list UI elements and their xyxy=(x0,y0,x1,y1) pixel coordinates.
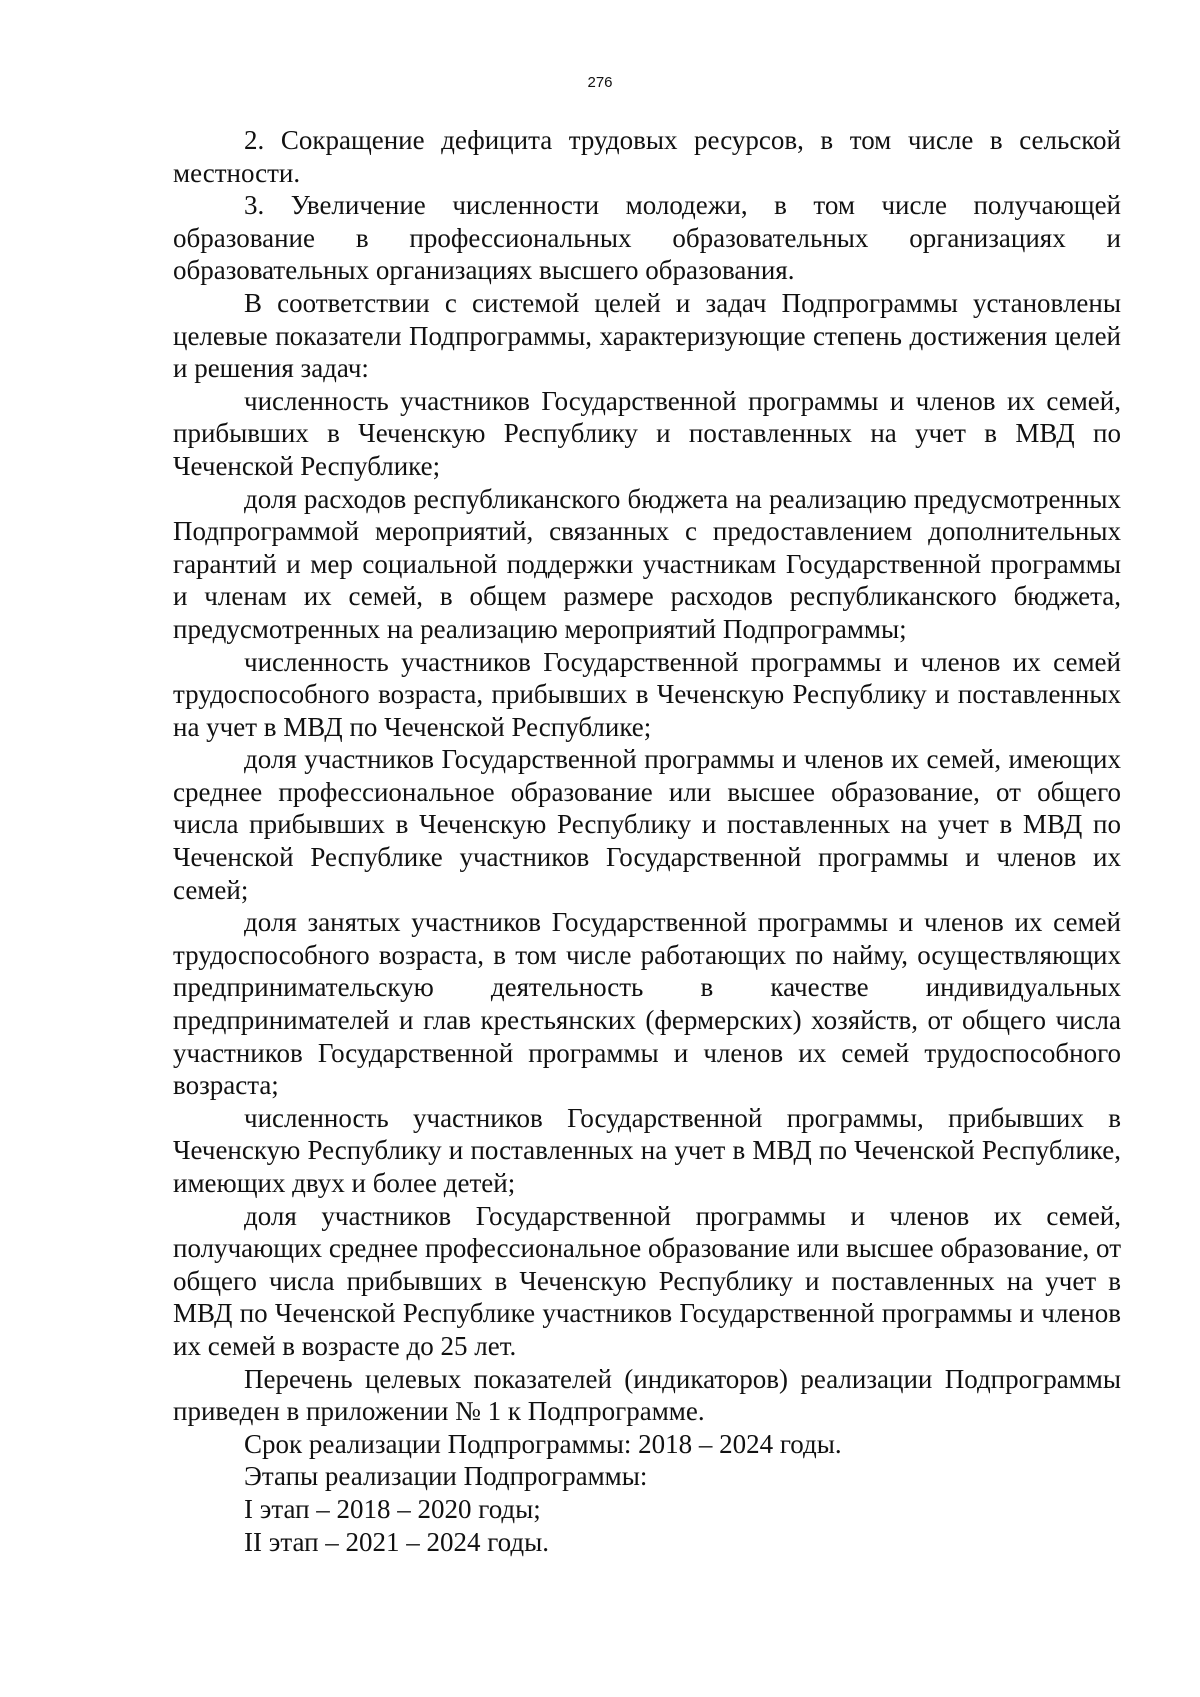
document-body xyxy=(173,124,1121,1558)
paragraph-reduce-labor-deficit: 2. Сокращение дефицита трудовых ресурсов, в том числе в сельской местности. xyxy=(173,125,1121,188)
paragraph-increase-youth: 3. Увеличение численности молодежи, в том числе получающей образование в профессиональных образовательных организациях и образовательных организациях высшего образования. xyxy=(173,190,1121,286)
indicator-working-age-count: численность участников Государственной программы и членов их семей трудоспособного возраста, прибывших в Чеченскую Республику и поставленных на учет в МВД по Чеченской Республике; xyxy=(173,646,1121,742)
indicator-employed-share: доля занятых участников Государственной программы и членов их семей трудоспособного возраста, в том числе работающих по найму, осуществляющих предпринимательскую деятельность в качестве индивидуальных предпринимателей и глав крестьянских (фермерских) хозяйств, от общего числа участников Государственной программы и членов их семей трудоспособного возраста; xyxy=(173,907,1121,1101)
paragraph-indicator-list-reference: Перечень целевых показателей (индикаторов) реализации Подпрограммы приведен в приложении № 1 к Подпрограмме. xyxy=(173,1363,1121,1427)
indicator-educated-share: доля участников Государственной программы и членов их семей, имеющих среднее профессиональное образование или высшее образование, от общего числа прибывших в Чеченскую Республику и поставленных на учет в МВД по Чеченской Республике участников Государственной программы и членов их семей; xyxy=(173,744,1121,905)
indicator-participants-count: численность участников Государственной программы и членов их семей, прибывших в Чеченскую Республику и поставленных на учет в МВД по Чеченской Республике; xyxy=(173,385,1121,481)
paragraph-implementation-period: Срок реализации Подпрограммы: 2018 – 2024 годы. xyxy=(244,1428,842,1459)
indicator-budget-expense-share: доля расходов республиканского бюджета на реализацию предусмотренных Подпрограммой мероприятий, связанных с предоставлением дополнительных гарантий и мер социальной поддержки участникам Государственной программы и членам их семей, в общем размере расходов республиканского бюджета, предусмотренных на реализацию мероприятий Подпрограммы; xyxy=(173,483,1121,644)
indicator-multichild-count: численность участников Государственной программы, прибывших в Чеченскую Республику и поставленных на учет в МВД по Чеченской Республике, имеющих двух и более детей; xyxy=(173,1102,1121,1198)
paragraph-stage-one: I этап – 2018 – 2020 годы; xyxy=(244,1493,541,1524)
paragraph-stage-two: II этап – 2021 – 2024 годы. xyxy=(244,1526,550,1557)
paragraph-target-indicators-intro: В соответствии с системой целей и задач Подпрограммы установлены целевые показатели Подпрограммы, характеризующие степень достижения целей и решения задач: xyxy=(173,287,1121,384)
page-number: 276 xyxy=(587,74,613,91)
indicator-studying-share: доля участников Государственной программы и членов их семей, получающих среднее профессиональное образование или высшее образование, от общего числа прибывших в Чеченскую Республику и поставленных на учет в МВД по Чеченской Республике участников Государственной программы и членов их семей в возрасте до 25 лет. xyxy=(173,1200,1121,1361)
paragraph-stages-heading: Этапы реализации Подпрограммы: xyxy=(244,1461,648,1492)
